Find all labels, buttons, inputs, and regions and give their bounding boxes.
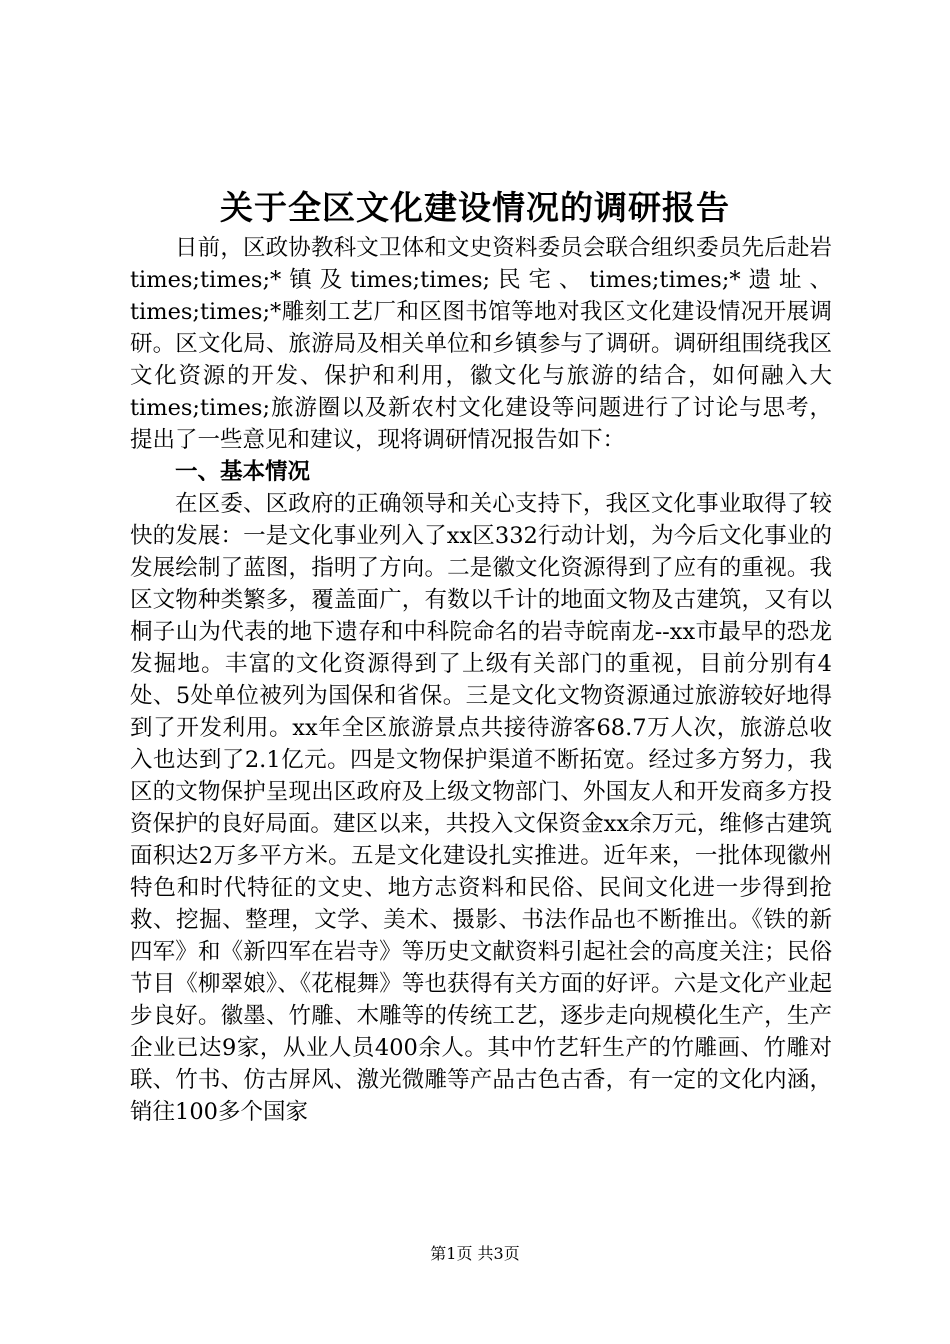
document-body <box>130 232 832 1128</box>
intro-paragraph: 日前，区政协教科文卫体和文史资料委员会联合组织委员先后赴岩times;times;*镇及times;times;民宅、times;times;*遗址、times;times;*雕刻工艺厂和区图书馆等地对我区文化建设情况开展调研。区文化局、旅游局及相关单位和乡镇参与了调研。调研组围绕我区文化资源的开发、保护和利用，徽文化与旅游的结合，如何融入大times;times;旅游圈以及新农村文化建设等问题进行了讨论与思考，提出了一些意见和建议，现将调研情况报告如下： <box>130 235 832 453</box>
section-paragraph: 在区委、区政府的正确领导和关心支持下，我区文化事业取得了较快的发展：一是文化事业列入了xx区332行动计划，为今后文化事业的发展绘制了蓝图，指明了方向。二是徽文化资源得到了应有的重视。我区文物种类繁多，覆盖面广，有数以千计的地面文物及古建筑，又有以桐子山为代表的地下遗存和中科院命名的岩寺皖南龙--xx市最早的恐龙发掘地。丰富的文化资源得到了上级有关部门的重视，目前分别有4处、5处单位被列为国保和省保。三是文化文物资源通过旅游较好地得到了开发利用。xx年全区旅游景点共接待游客68.7万人次，旅游总收入也达到了2.1亿元。四是文物保护渠道不断拓宽。经过多方努力，我区的文物保护呈现出区政府及上级文物部门、外国友人和开发商多方投资保护的良好局面。建区以来，共投入文保资金xx余万元，维修古建筑面积达2万多平方米。五是文化建设扎实推进。近年来，一批体现徽州特色和时代特征的文史、地方志资料和民俗、民间文化进一步得到抢救、挖掘、整理，文学、美术、摄影、书法作品也不断推出。《铁的新四军》和《新四军在岩寺》等历史文献资料引起社会的高度关注；民俗节目《柳翠娘》、《花棍舞》等也获得有关方面的好评。六是文化产业起步良好。徽墨、竹雕、木雕等的传统工艺，逐步走向规模化生产，生产企业已达9家，从业人员400余人。其中竹艺轩生产的竹雕画、竹雕对联、竹书、仿古屏风、激光微雕等产品古色古香，有一定的文化内涵，销往100多个国家 <box>130 491 832 1125</box>
section-heading: 一、基本情况 <box>175 459 311 485</box>
document-title: 关于全区文化建设情况的调研报告 <box>220 188 730 227</box>
page-footer: 第1页 共3页 <box>430 1244 520 1263</box>
